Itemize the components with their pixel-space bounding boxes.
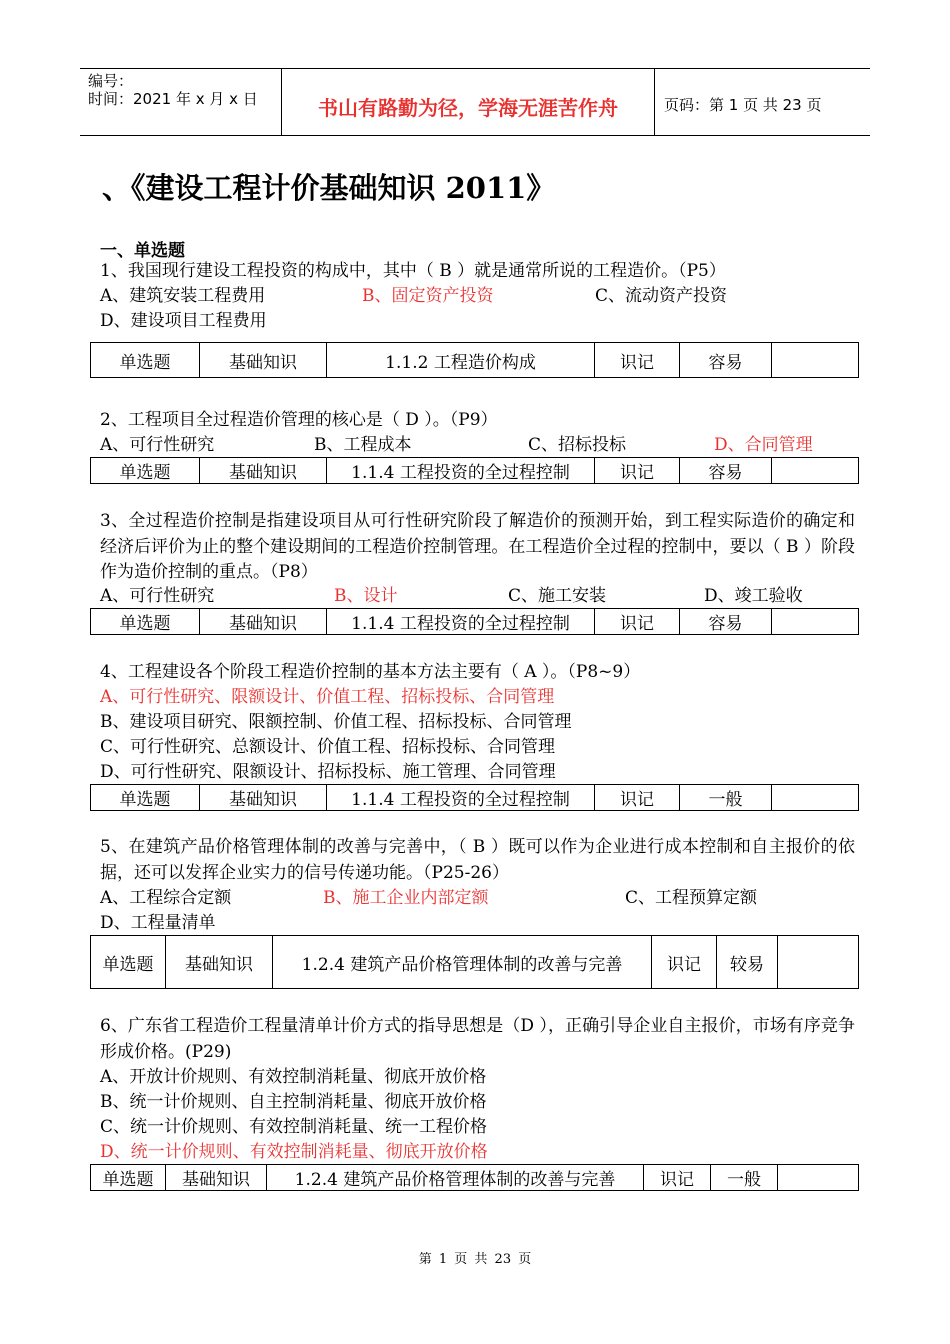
meta-difficulty: 容易 xyxy=(680,609,772,635)
question-3-option-c: C、施工安装 xyxy=(508,586,607,606)
question-5-option-c: C、工程预算定额 xyxy=(625,888,758,908)
question-6-meta-table xyxy=(90,1164,859,1191)
table-row xyxy=(91,936,859,989)
meta-level: 识记 xyxy=(644,1165,711,1191)
question-2-meta-table xyxy=(90,457,859,484)
document-title: 、《建设工程计价基础知识 2011》 xyxy=(102,171,556,205)
question-6-stem: 6、广东省工程造价工程量清单计价方式的指导思想是（D ），正确引导企业自主报价，市场有序竞争形成价格。(P29) xyxy=(100,1016,855,1062)
section-heading: 一、单选题 xyxy=(100,241,185,261)
question-3-meta-table xyxy=(90,608,859,635)
question-6-option-c: C、统一计价规则、有效控制消耗量、统一工程价格 xyxy=(100,1117,488,1137)
question-4-stem: 4、工程建设各个阶段工程造价控制的基本方法主要有（ A ）。（P8~9） xyxy=(100,662,641,682)
question-3-option-d: D、竣工验收 xyxy=(704,586,803,606)
meta-difficulty: 一般 xyxy=(680,785,772,811)
meta-category: 基础知识 xyxy=(200,458,327,484)
meta-level: 识记 xyxy=(595,609,680,635)
meta-chapter: 1.1.4 工程投资的全过程控制 xyxy=(327,785,595,811)
meta-category: 基础知识 xyxy=(200,609,327,635)
header-number-label: 编号： xyxy=(88,72,134,90)
question-4-option-b: B、建设项目研究、限额控制、价值工程、招标投标、合同管理 xyxy=(100,712,572,732)
meta-level: 识记 xyxy=(652,936,717,989)
question-2-stem: 2、工程项目全过程造价管理的核心是（ D ）。（P9） xyxy=(100,410,498,430)
table-row xyxy=(91,785,859,811)
meta-type: 单选题 xyxy=(91,1165,166,1191)
meta-chapter: 1.1.2 工程造价构成 xyxy=(327,343,595,378)
meta-type: 单选题 xyxy=(91,785,200,811)
meta-type: 单选题 xyxy=(91,609,200,635)
question-4-option-a-answer: A、可行性研究、限额设计、价值工程、招标投标、合同管理 xyxy=(100,687,555,707)
question-4-option-c: C、可行性研究、总额设计、价值工程、招标投标、合同管理 xyxy=(100,737,556,757)
question-5-stem: 5、在建筑产品价格管理体制的改善与完善中，（ B ）既可以作为企业进行成本控制和自主报价的依据，还可以发挥企业实力的信号传递功能。（P25-26） xyxy=(100,837,855,883)
question-5-option-a: A、工程综合定额 xyxy=(100,888,232,908)
question-5-option-d: D、工程量清单 xyxy=(100,913,216,933)
meta-category: 基础知识 xyxy=(166,936,273,989)
question-2-option-a: A、可行性研究 xyxy=(100,435,215,455)
meta-blank xyxy=(772,785,859,811)
meta-difficulty: 容易 xyxy=(680,343,772,378)
meta-chapter: 1.1.4 工程投资的全过程控制 xyxy=(327,458,595,484)
question-6-option-a: A、开放计价规则、有效控制消耗量、彻底开放价格 xyxy=(100,1067,487,1087)
question-1-stem: 1、我国现行建设工程投资的构成中，其中（ B ）就是通常所说的工程造价。（P5） xyxy=(100,261,726,281)
meta-type: 单选题 xyxy=(91,458,200,484)
meta-blank xyxy=(772,609,859,635)
meta-level: 识记 xyxy=(595,458,680,484)
header-page-info: 页码：第 1 页 共 23 页 xyxy=(664,96,822,114)
question-4-option-d: D、可行性研究、限额设计、招标投标、施工管理、合同管理 xyxy=(100,762,556,782)
meta-level: 识记 xyxy=(595,785,680,811)
question-3-option-b-answer: B、设计 xyxy=(334,586,398,606)
header-time-label: 时间：2021 年 x 月 x 日 xyxy=(88,90,258,108)
question-6-option-d-answer: D、统一计价规则、有效控制消耗量、彻底开放价格 xyxy=(100,1142,488,1162)
table-row xyxy=(91,609,859,635)
question-1-option-d: D、建设项目工程费用 xyxy=(100,311,267,331)
meta-blank xyxy=(772,458,859,484)
question-1-option-a: A、建筑安装工程费用 xyxy=(100,286,266,306)
table-row xyxy=(91,343,859,378)
question-3-stem: 3、全过程造价控制是指建设项目从可行性研究阶段了解造价的预测开始，到工程实际造价的确定和经济后评价为止的整个建设期间的工程造价控制管理。在工程造价全过程的控制中，要以（ B ）阶段作为造价控制的重点。（P8） xyxy=(100,511,855,582)
question-2-option-c: C、招标投标 xyxy=(528,435,627,455)
question-1-option-b-answer: B、固定资产投资 xyxy=(362,286,494,306)
meta-category: 基础知识 xyxy=(200,343,327,378)
question-4-meta-table xyxy=(90,784,859,811)
meta-blank xyxy=(772,343,859,378)
header-bottom-rule xyxy=(80,135,870,136)
question-1-option-c: C、流动资产投资 xyxy=(595,286,728,306)
page-footer: 第 1 页 共 23 页 xyxy=(418,1252,532,1267)
meta-chapter: 1.1.4 工程投资的全过程控制 xyxy=(327,609,595,635)
question-1-meta-table xyxy=(90,342,859,378)
meta-category: 基础知识 xyxy=(166,1165,267,1191)
header-divider-right xyxy=(654,68,655,136)
meta-difficulty: 容易 xyxy=(680,458,772,484)
meta-level: 识记 xyxy=(595,343,680,378)
meta-difficulty: 较易 xyxy=(717,936,778,989)
meta-chapter: 1.2.4 建筑产品价格管理体制的改善与完善 xyxy=(267,1165,644,1191)
table-row xyxy=(91,1165,859,1191)
meta-blank xyxy=(778,1165,859,1191)
table-row xyxy=(91,458,859,484)
question-3-option-a: A、可行性研究 xyxy=(100,586,215,606)
meta-type: 单选题 xyxy=(91,343,200,378)
question-5-option-b-answer: B、施工企业内部定额 xyxy=(323,888,489,908)
meta-category: 基础知识 xyxy=(200,785,327,811)
question-2-option-b: B、工程成本 xyxy=(314,435,412,455)
question-6-option-b: B、统一计价规则、自主控制消耗量、彻底开放价格 xyxy=(100,1092,487,1112)
meta-chapter: 1.2.4 建筑产品价格管理体制的改善与完善 xyxy=(273,936,652,989)
meta-difficulty: 一般 xyxy=(711,1165,778,1191)
header-motto: 书山有路勤为径，学海无涯苦作舟 xyxy=(318,96,618,120)
meta-type: 单选题 xyxy=(91,936,166,989)
question-2-option-d-answer: D、合同管理 xyxy=(714,435,813,455)
header-top-rule xyxy=(80,68,870,69)
meta-blank xyxy=(778,936,859,989)
question-5-meta-table xyxy=(90,935,859,989)
